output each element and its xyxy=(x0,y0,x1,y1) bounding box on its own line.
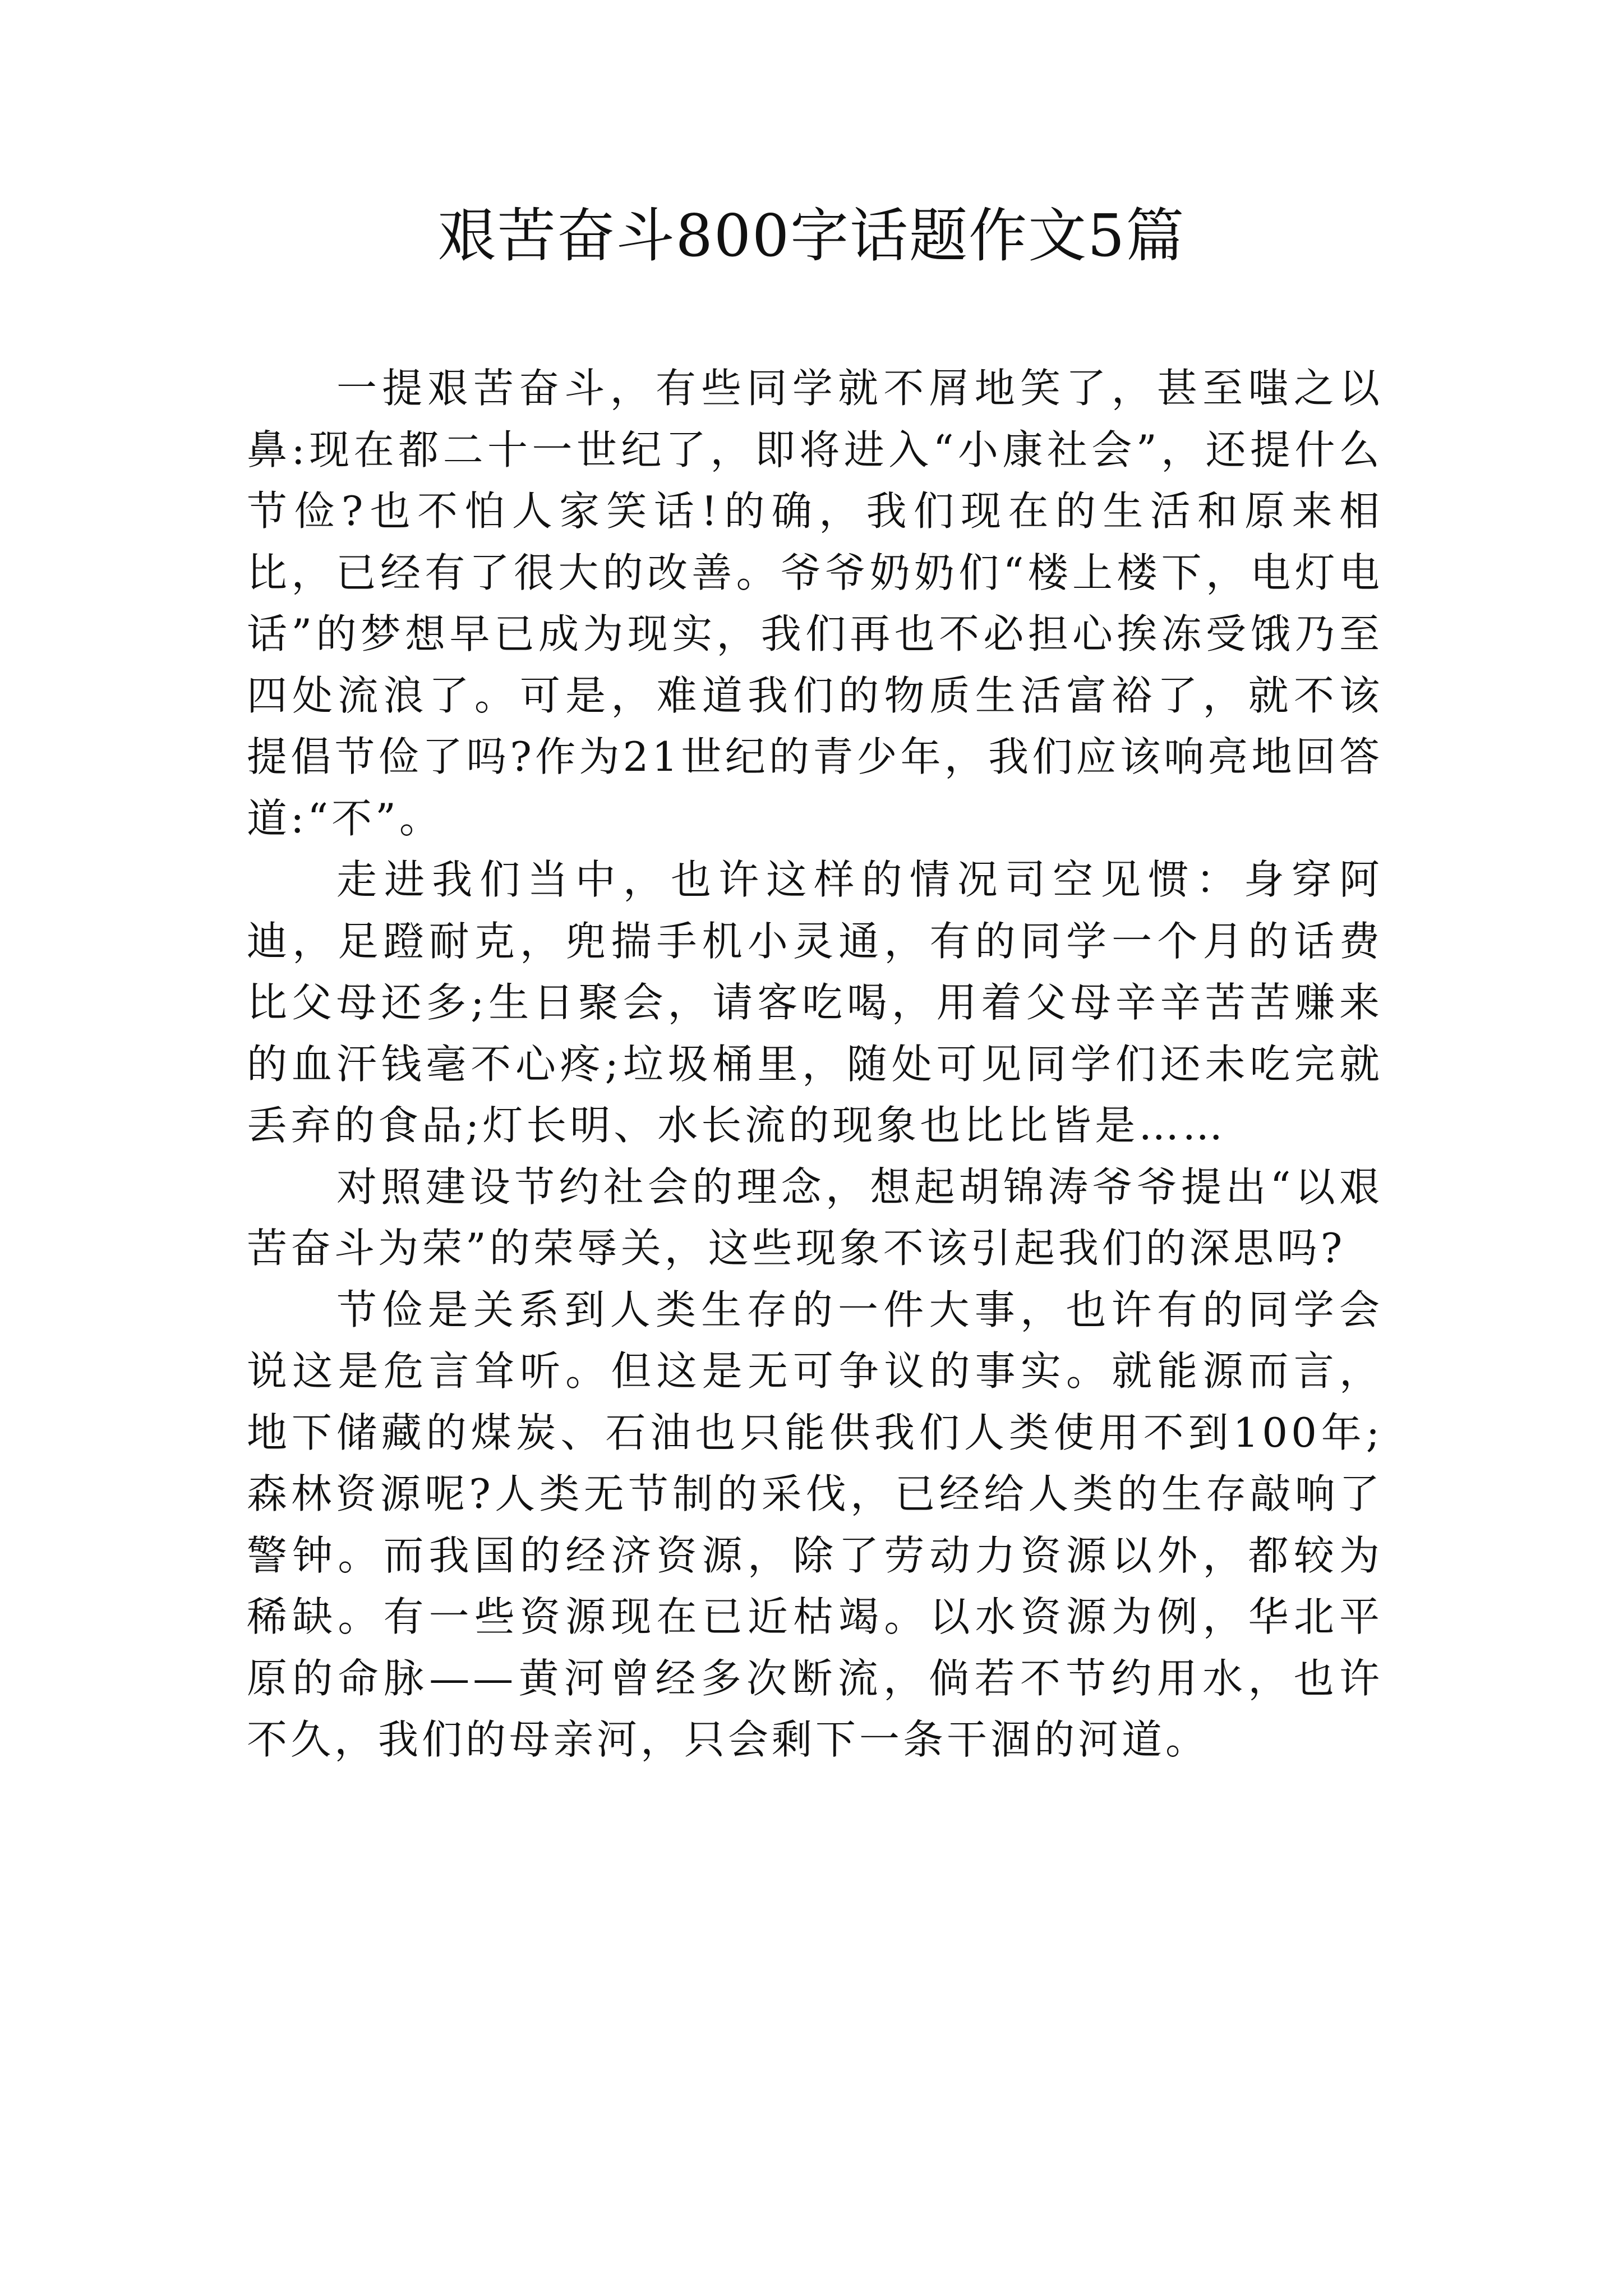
paragraph-1: 一提艰苦奋斗，有些同学就不屑地笑了，甚至嗤之以鼻:现在都二十一世纪了，即将进入“小康社会”，还提什么节俭?也不怕人家笑话!的确，我们现在的生活和原来相比，已经有了很大的改善。爷爷奶奶们“楼上楼下，电灯电话”的梦想早已成为现实，我们再也不必担心挨冻受饿乃至四处流浪了。可是，难道我们的物质生活富裕了，就不该提倡节俭了吗?作为21世纪的青少年，我们应该响亮地回答道:“不”。 xyxy=(247,365,1383,842)
paragraph-4: 节俭是关系到人类生存的一件大事，也许有的同学会说这是危言耸听。但这是无可争议的事实。就能源而言，地下储藏的煤炭、石油也只能供我们人类使用不到100年;森林资源呢?人类无节制的采伐，已经给人类的生存敲响了警钟。而我国的经济资源，除了劳动力资源以外，都较为稀缺。有一些资源现在已近枯竭。以水资源为例，华北平原的命脉——黄河曾经多次断流，倘若不节约用水，也许不久，我们的母亲河，只会剩下一条干涸的河道。 xyxy=(247,1286,1383,1763)
paragraph-2: 走进我们当中，也许这样的情况司空见惯：身穿阿迪，足蹬耐克，兜揣手机小灵通，有的同学一个月的话费比父母还多;生日聚会，请客吃喝，用着父母辛辛苦苦赚来的血汗钱毫不心疼;垃圾桶里，随处可见同学们还未吃完就丢弃的食品;灯长明、水长流的现象也比比皆是…… xyxy=(247,856,1383,1149)
paragraph-3: 对照建设节约社会的理念，想起胡锦涛爷爷提出“以艰苦奋斗为荣”的荣辱关，这些现象不该引起我们的深思吗? xyxy=(247,1163,1383,1272)
document-body xyxy=(247,358,1383,1771)
document-title: 艰苦奋斗800字话题作文5篇 xyxy=(437,201,1186,270)
